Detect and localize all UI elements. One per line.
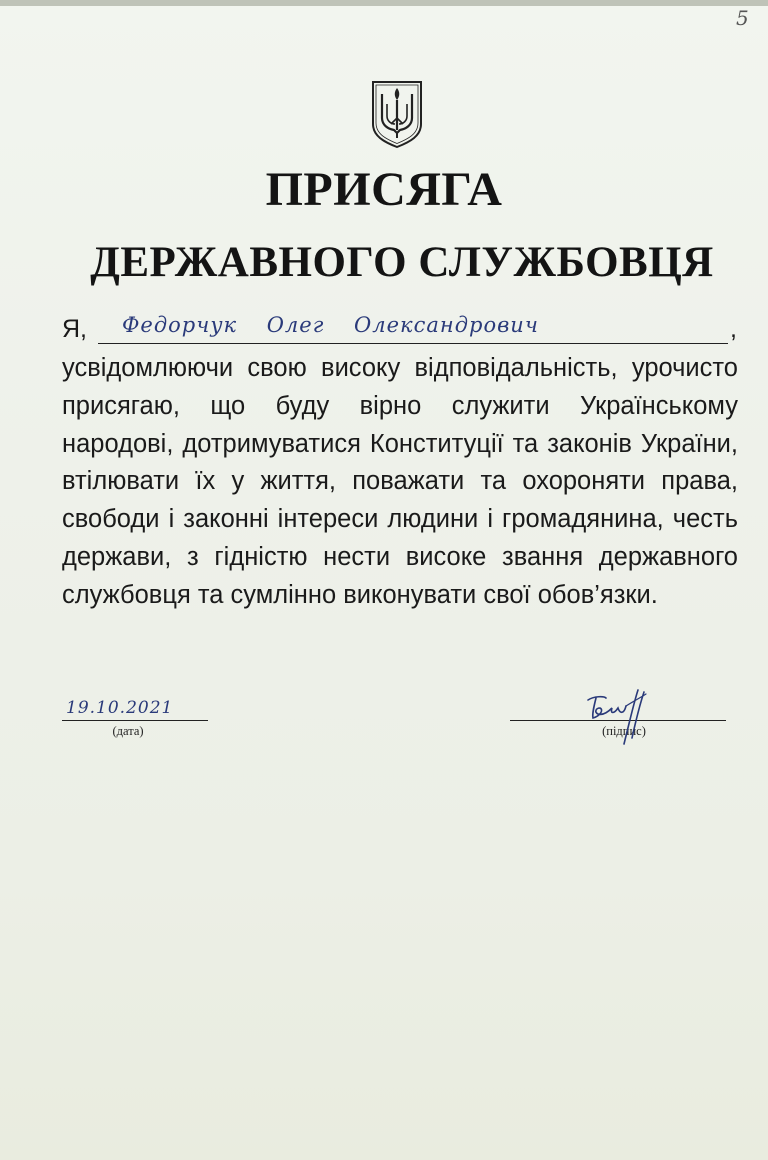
handwritten-name: Федорчук Олег Олександрович <box>122 313 539 337</box>
name-comma: , <box>730 315 737 343</box>
document-title: ПРИСЯГА <box>265 163 503 216</box>
date-field <box>62 696 210 744</box>
signature-caption: (підпис) <box>602 724 646 738</box>
oath-text <box>62 350 738 615</box>
handwritten-signature <box>580 686 660 746</box>
page-number: 5 <box>736 6 749 30</box>
name-underline <box>98 343 728 344</box>
document-subtitle: ДЕРЖАВНОГО СЛУЖБОВЦЯ <box>90 239 714 286</box>
page-top-edge <box>0 0 768 6</box>
oath-paragraph: усвідомлюючи свою високу відповідальність, урочисто присягаю, що буду вірно служити Українському народові, дотримуватися Конституції та законів України, втілювати їх у життя, поважати та охороняти права, свободи і законні інтереси людини і громадянина, честь держави, з гідністю нести високе звання державного службовця та сумлінно виконувати свої обов’язки. <box>62 354 738 609</box>
date-caption: (дата) <box>112 724 144 738</box>
date-underline <box>62 720 208 721</box>
oath-name-line <box>62 311 742 347</box>
handwritten-date: 19.10.2021 <box>66 698 174 718</box>
ukraine-trident-icon <box>370 80 424 148</box>
signature-field <box>510 686 730 744</box>
pronoun-label: Я, <box>62 315 87 343</box>
